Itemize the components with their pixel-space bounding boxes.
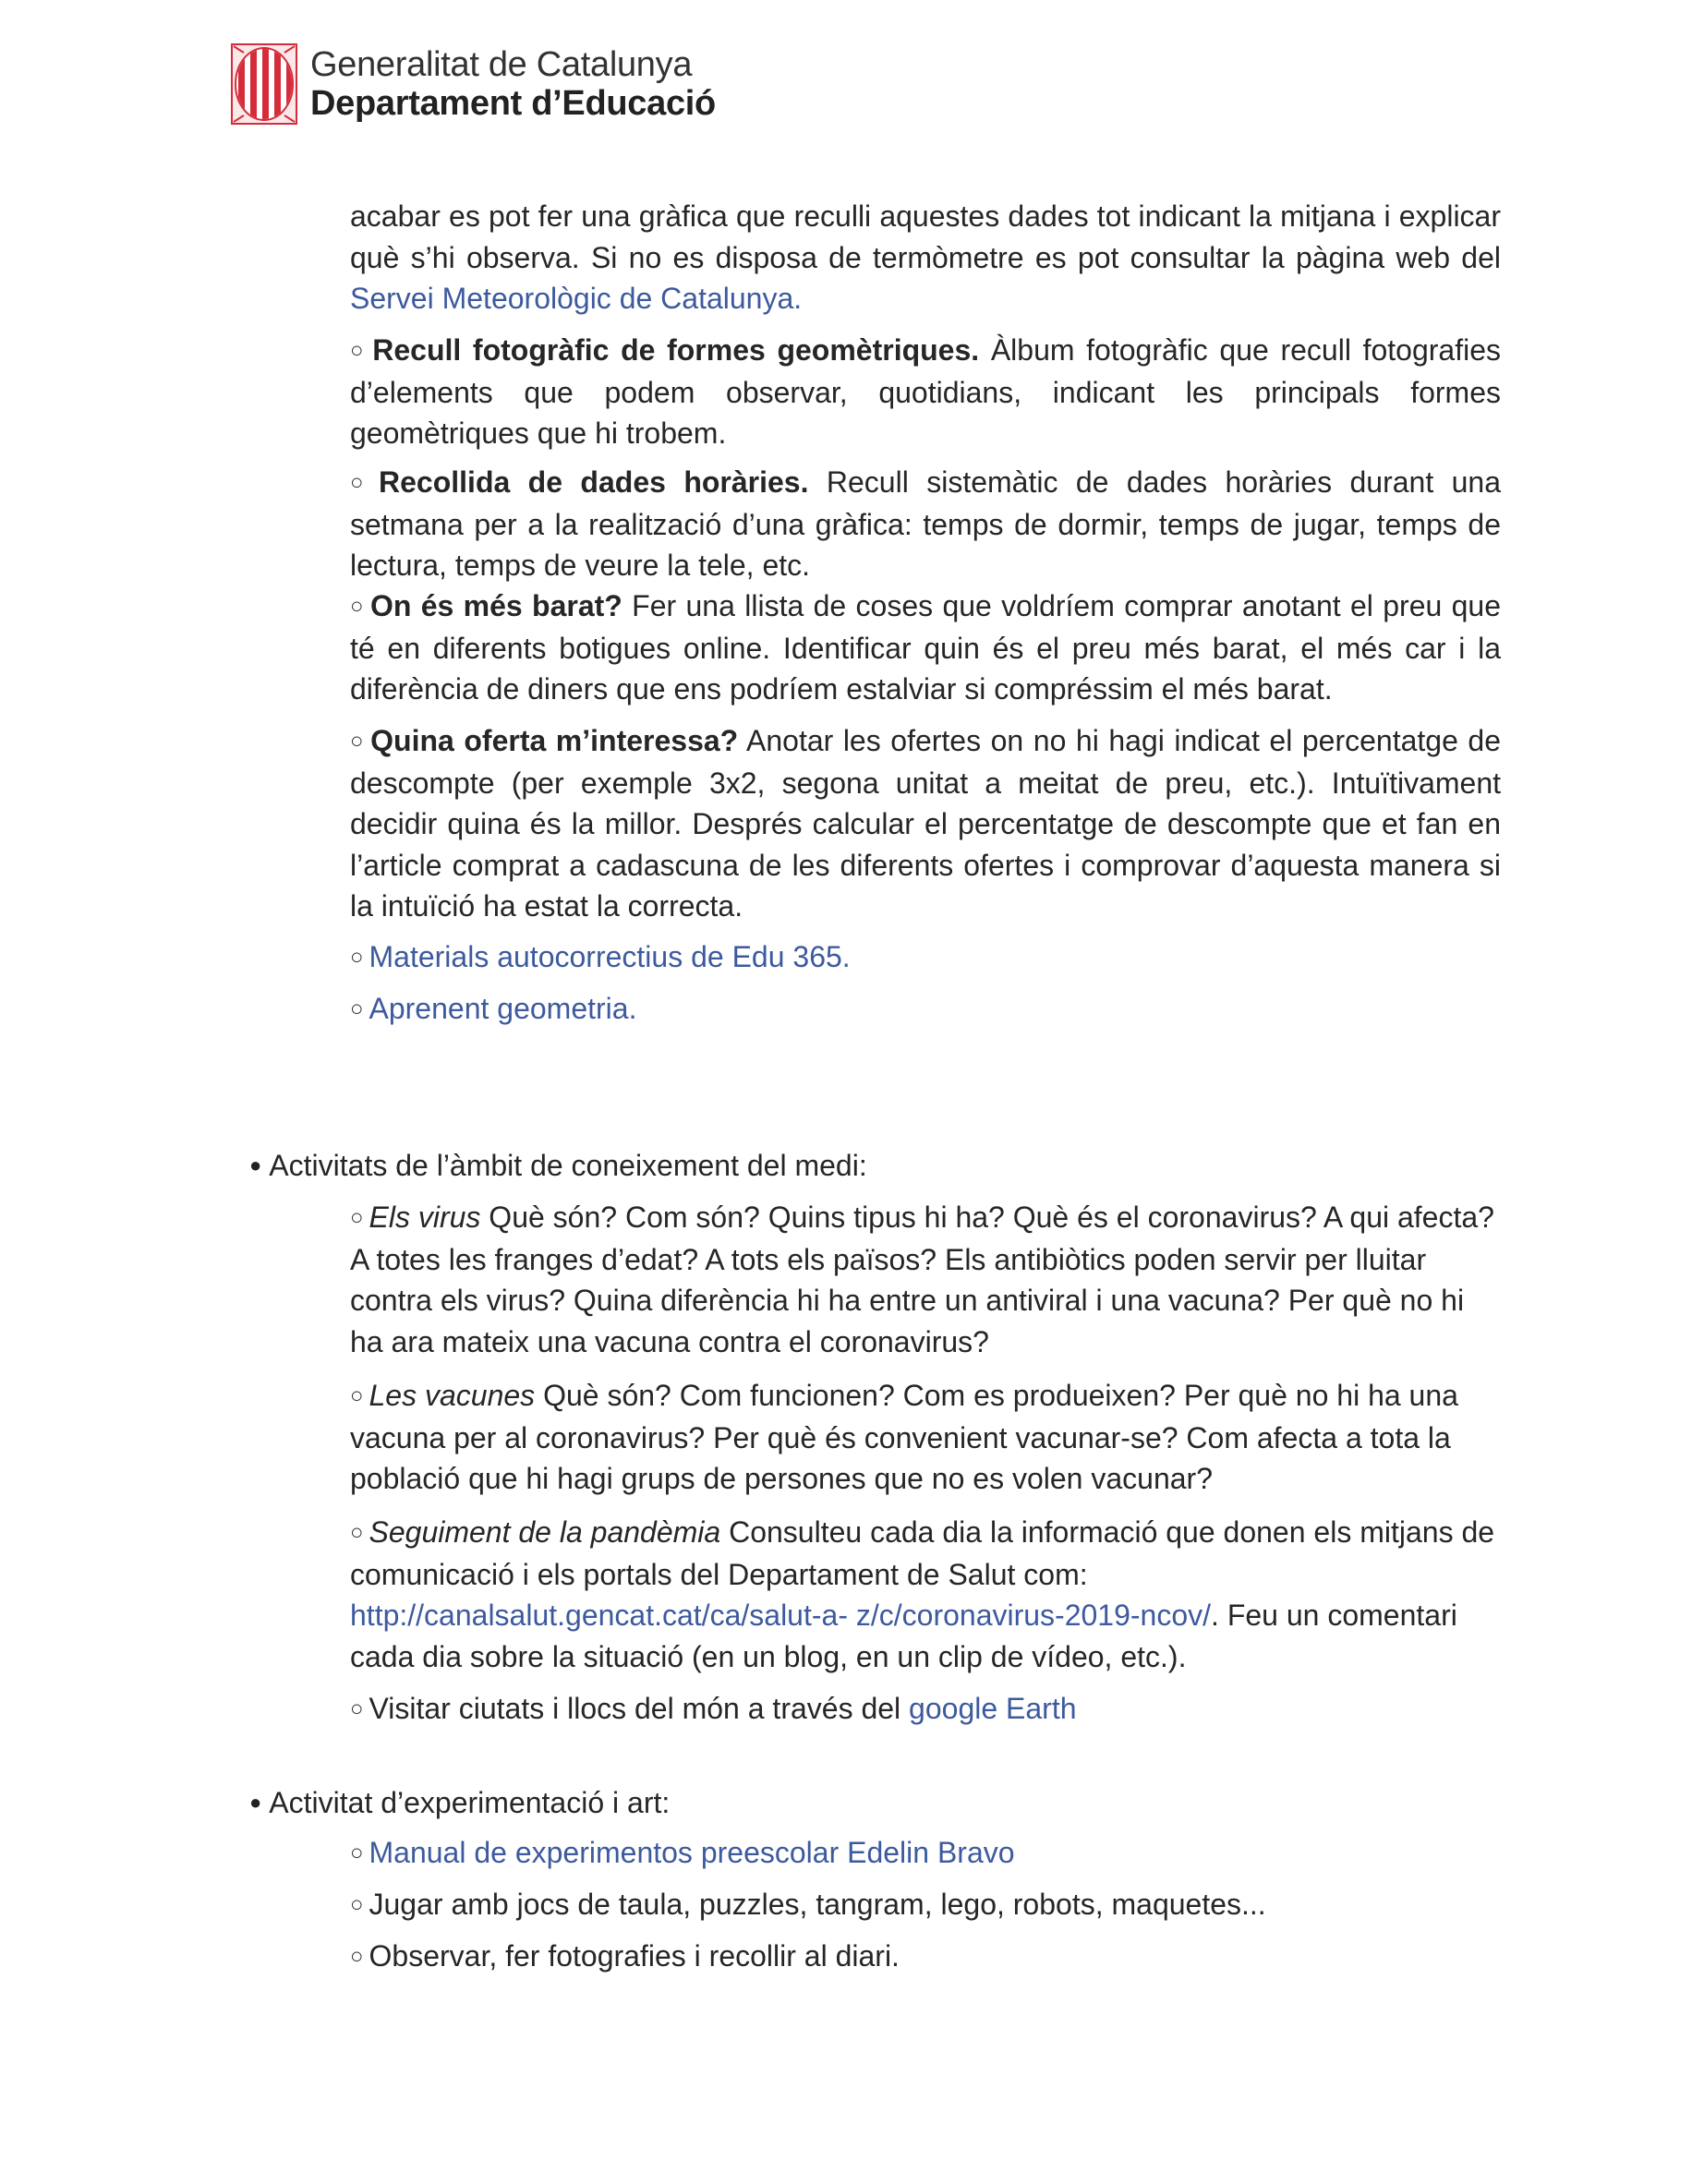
item-title: On és més barat? <box>369 589 622 622</box>
list-item-recull-fotografic <box>350 330 1501 454</box>
link-google-earth[interactable]: google Earth <box>909 1692 1077 1725</box>
hollow-bullet-icon: ○ <box>350 1944 364 1969</box>
hollow-bullet-icon: ○ <box>350 1383 364 1408</box>
item-title: Els virus <box>369 1201 481 1234</box>
section-title: Activitats de l’àmbit de coneixement del medi: <box>269 1149 867 1182</box>
paragraph-temperature-continuation <box>350 196 1501 320</box>
section-heading-art <box>249 1782 1450 1824</box>
list-item-dades-horaries <box>350 462 1501 586</box>
list-item-les-vacunes <box>350 1375 1501 1500</box>
item-title: Seguiment de la pandèmia <box>369 1515 721 1549</box>
list-item-aprenent-geometria <box>350 988 1501 1031</box>
filled-bullet-icon: ● <box>249 1153 262 1176</box>
item-text: Fer una llista de coses que voldríem comprar anotant el preu que té en diferents botigues online. Identificar quin és el preu més barat, el més car i la diferència de diners que ens podríem estalviar si compréssim el més barat. <box>350 589 1502 706</box>
link-aprenent-geometria[interactable]: Aprenent geometria. <box>369 992 637 1025</box>
list-item-mes-barat <box>350 585 1501 710</box>
item-text: Observar, fer fotografies i recollir al diari. <box>369 1939 900 1973</box>
hollow-bullet-icon: ○ <box>350 1205 364 1230</box>
item-text: Consulteu cada dia la informació que donen els mitjans de comunicació i els portals del Departament de Salut com: <box>350 1515 1495 1591</box>
item-text: Què són? Com funcionen? Com es produeixen? Per què no hi ha una vacuna per al coronavirus? Per què és convenient vacunar-se? Com afecta a tota la població que hi hagi grups de persones que no es volen vacunar? <box>350 1379 1458 1495</box>
hollow-bullet-icon: ○ <box>350 1696 364 1721</box>
link-servei-meteorologic[interactable]: Servei Meteorològic de Catalunya. <box>350 282 803 315</box>
hollow-bullet-icon: ○ <box>350 945 364 970</box>
hollow-bullet-icon: ○ <box>350 1520 364 1545</box>
item-title: Recollida de dades horàries. <box>379 465 809 499</box>
department-name: Departament d’Educació <box>310 84 716 123</box>
section-title: Activitat d’experimentació i art: <box>269 1786 671 1819</box>
list-item-els-virus <box>350 1197 1501 1362</box>
hollow-bullet-icon: ○ <box>350 338 368 363</box>
list-item-manual-experimentos <box>350 1832 1501 1875</box>
item-text-after: . Feu un comentari cada dia sobre la situació (en un blog, en un clip de vídeo, etc.). <box>350 1599 1457 1673</box>
item-text: Àlbum fotogràfic que recull fotografies d’elements que podem observar, quotidians, indicant les principals formes geomètriques que hi trobem. <box>350 333 1502 450</box>
list-item-jocs-taula <box>350 1884 1501 1926</box>
hollow-bullet-icon: ○ <box>350 470 374 495</box>
filled-bullet-icon: ● <box>249 1791 262 1814</box>
hollow-bullet-icon: ○ <box>350 594 365 619</box>
list-item-quina-oferta <box>350 720 1501 927</box>
link-canalsalut[interactable]: http://canalsalut.gencat.cat/ca/salut-a- z/c/coronavirus-2019-ncov/ <box>350 1599 1212 1632</box>
list-item-google-earth <box>350 1688 1501 1731</box>
hollow-bullet-icon: ○ <box>350 1892 364 1917</box>
list-item-materials-edu365 <box>350 936 1501 979</box>
logo-text <box>310 47 716 121</box>
item-text: Anotar les ofertes on no hi hagi indicat el percentatge de descompte (per exemple 3x2, segona unitat a meitat de preu, etc.). Intuïtivament decidir quina és la millor. Després calcular el percentatge de descompte que et fan en l’article comprat a cadascuna de les diferents ofertes i comprovar d’aquesta manera si la intuïció ha estat la correcta. <box>350 724 1502 923</box>
list-item-seguiment-pandemia <box>350 1512 1501 1677</box>
item-text: Recull sistemàtic de dades horàries durant una setmana per a la realització d’una gràfica: temps de dormir, temps de jugar, temps de lectura, temps de veure la tele, etc. <box>350 465 1502 582</box>
page-header <box>231 42 716 126</box>
generalitat-logo-icon <box>231 43 297 125</box>
link-materials-edu365[interactable]: Materials autocorrectius de Edu 365. <box>369 940 851 973</box>
link-manual-experimentos[interactable]: Manual de experimentos preescolar Edelin Bravo <box>369 1836 1015 1869</box>
item-title: Les vacunes <box>369 1379 536 1412</box>
item-title: Recull fotogràfic de formes geomètriques. <box>372 333 980 367</box>
hollow-bullet-icon: ○ <box>350 729 366 754</box>
section-heading-medi <box>249 1145 1450 1187</box>
item-text: Visitar ciutats i llocs del món a través del <box>369 1692 910 1725</box>
paragraph-text: acabar es pot fer una gràfica que reculli aquestes dades tot indicant la mitjana i explicar què s’hi observa. Si no es disposa de termòmetre es pot consultar la pàgina web del <box>350 199 1501 274</box>
hollow-bullet-icon: ○ <box>350 996 364 1021</box>
org-name: Generalitat de Catalunya <box>310 45 693 84</box>
item-text: Què són? Com són? Quins tipus hi ha? Què és el coronavirus? A qui afecta? A totes les franges d’edat? A tots els països? Els antibiòtics poden servir per lluitar contra els virus? Quina diferència hi ha entre un antiviral i una vacuna? Per què no hi ha ara mateix una vacuna contra el coronavirus? <box>350 1201 1494 1358</box>
item-title: Quina oferta m’interessa? <box>370 724 739 757</box>
hollow-bullet-icon: ○ <box>350 1840 364 1865</box>
item-text: Jugar amb jocs de taula, puzzles, tangram, lego, robots, maquetes... <box>369 1888 1266 1921</box>
list-item-observar <box>350 1936 1501 1978</box>
